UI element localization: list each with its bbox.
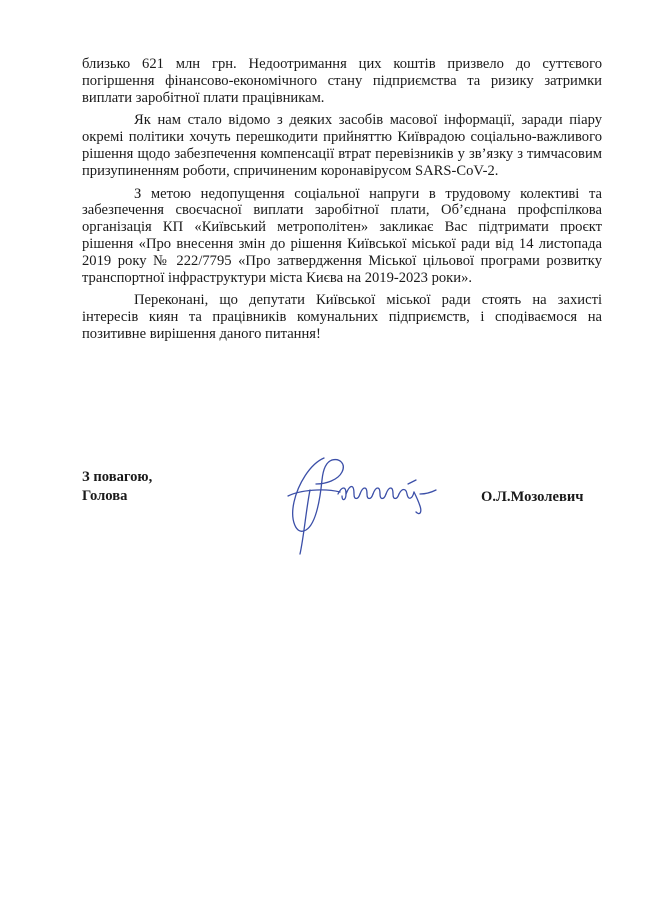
closing-position: Голова [82,488,128,504]
closing-regards: З повагою, [82,469,153,485]
paragraph-1: близько 621 млн грн. Недоотримання цих коштів призвело до суттєвого погіршення фінансово-економічного стану підприємства та ризику затримки виплати заробітної плати працівникам. [82,56,602,106]
letter-body [82,56,602,349]
paragraph-3: З метою недопущення соціальної напруги в трудовому колективі та забезпечення своєчасної виплати заробітної плати, Об’єднана профспілкова організація КП «Київський метрополітен» закликає Вас підтримати проєкт рішення «Про внесення змін до рішення Київської міської ради від 14 листопада 2019 року № 222/7795 «Про затвердження Міської цільової програми розвитку транспортної інфраструктури міста Києва на 2019-2023 роки». [82,185,602,286]
paragraph-4: Переконані, що депутати Київської міської ради стоять на захисті інтересів киян та працівників комунальних підприємств, і сподіваємося на позитивне вирішення даного питання! [82,292,602,342]
handwritten-signature [280,450,440,560]
paragraph-2: Як нам стало відомо з деяких засобів масової інформації, заради піару окремі політики хочуть перешкодити прийняттю Київрадою соціально-важливого рішення щодо забезпечення компенсації втрат перевізників у зв’язку з тимчасовим призупиненням роботи, спричиненим коронавірусом SARS-CoV-2. [82,112,602,179]
closing-block [82,468,152,506]
signer-name: О.Л.Мозолевич [481,489,584,505]
